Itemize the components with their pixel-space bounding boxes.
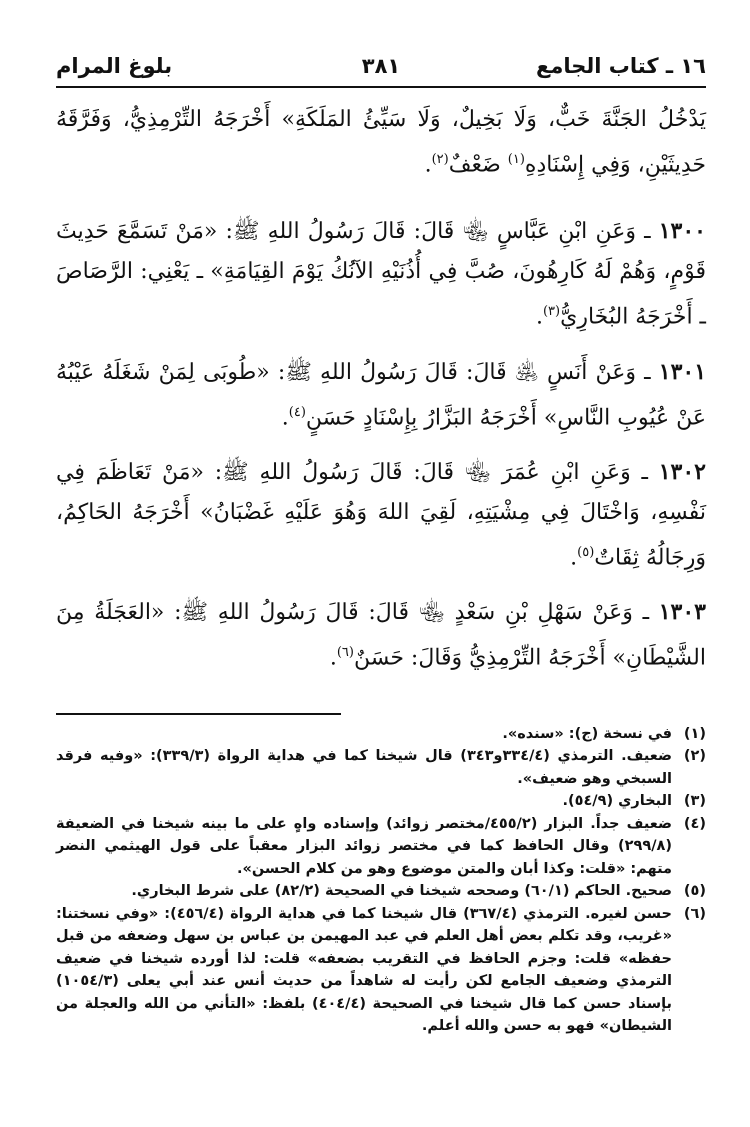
hadith-1301: ١٣٠١ ـ وَعَنْ أَنَسٍ ﵁ قَالَ: قَالَ رَسُولُ اللهِ ﷺ: «طُوبَى لِمَنْ شَغَلَهُ عَيْبُهُ عَنْ عُيُوبِ النَّاسِ» أَخْرَجَهُ البَزَّارُ بِإِسْنَادٍ حَسَنٍ$^{(٤)}$. [56,358,707,430]
footnote-ref[interactable]: (٦) [336,645,354,661]
hadith-number: ١٣٠٢ [658,458,706,485]
hadith-number: ١٣٠٠ [658,218,706,245]
book-page [56,52,706,1102]
hadith-text: ـ وَعَنِ ابْنِ عُمَرَ ﵄ قَالَ: قَالَ رَسُولُ اللهِ ﷺ: «مَنْ تَعَاظَمَ فِي نَفْسِهِ، وَاخْتَالَ فِي مِشْيَتِهِ، لَقِيَ اللهَ وَهُوَ عَلَيْهِ غَضْبَانُ» أَخْرَجَهُ الحَاكِمُ، وَرِجَالُهُ ثِقَاتٌ [56,459,706,571]
footnote-ref[interactable]: (٢) [431,152,449,167]
hadith-text: ـ وَعَنِ ابْنِ عَبَّاسٍ ﵄ قَالَ: قَالَ رَسُولُ اللهِ ﷺ: «مَنْ تَسَمَّعَ حَدِيثَ قَوْمٍ، وَهُمْ لَهُ كَارِهُونَ، صُبَّ فِي أُذُنَيْهِ الآنُكُ يَوْمَ القِيَامَةِ» ـ يَعْنِي: الرَّصَاصَ ـ أَخْرَجَهُ البُخَارِيُّ [56,219,706,330]
book-title: بلوغ المرام [56,54,173,78]
footnote-item [56,813,706,881]
footnote-text: البخاري (٥٤/٩). [562,793,672,810]
footnote-item [56,790,706,813]
paragraph-text: يَدْخُلُ الجَنَّةَ خَبٌّ، وَلَا بَخِيلٌ، وَلَا سَيِّئُ المَلَكَةِ» أَخْرَجَهُ التِّرْمِذِيُّ، وَفَرَّقَهُ حَدِيثَيْنِ، وَفِي إِسْنَادِهِ [56,107,706,178]
hadith-1303: ١٣٠٣ ـ وَعَنْ سَهْلِ بْنِ سَعْدٍ ﵄ قَالَ: قَالَ رَسُولُ اللهِ ﷺ: «العَجَلَةُ مِنَ الشَّيْطَانِ» أَخْرَجَهُ التِّرْمِذِيُّ وَقَالَ: حَسَنٌ$^{(٦)}$. [56,599,706,671]
page-number: ٣٨١ [361,54,401,78]
hadith-number: ١٣٠١ [658,358,707,385]
footnote-text: في نسخة (ج): «سنده». [502,725,672,742]
footnotes [56,723,706,1038]
footnote-text: ضعيف. الترمذي (٣٣٤/٤و٣٤٣) قال شيخنا كما في هداية الرواة (٣٣٩/٣): «وفيه فرقد السبخي وهو ضعيف». [56,748,672,787]
footnote-number: (٢) [683,748,706,765]
footnote-text: صحيح. الحاكم (٦٠/١) وصححه شيخنا في الصحيحة (٨٢/٢) على شرط البخاري. [131,883,672,900]
footnote-item [56,880,706,903]
hadith-text: ـ وَعَنْ سَهْلِ بْنِ سَعْدٍ ﵄ قَالَ: قَالَ رَسُولُ اللهِ ﷺ: «العَجَلَةُ مِنَ الشَّيْطَانِ» أَخْرَجَهُ التِّرْمِذِيُّ وَقَالَ: حَسَنٌ [56,600,706,671]
footnote-number: (٦) [683,905,706,922]
footnote-number: (١) [683,725,706,742]
main-text [56,100,706,679]
continuation-paragraph: يَدْخُلُ الجَنَّةَ خَبٌّ، وَلَا بَخِيلٌ، وَلَا سَيِّئُ المَلَكَةِ» أَخْرَجَهُ التِّرْمِذِيُّ، وَفَرَّقَهُ حَدِيثَيْنِ، وَفِي إِسْنَادِهِ$^{(١)}$ ضَعْفٌ$^{(٢)}$. [56,107,706,178]
footnote-divider [56,713,341,715]
footnote-item [56,723,706,746]
footnote-ref[interactable]: (٤) [288,404,306,420]
footnote-item [56,903,706,1038]
hadith-1302: ١٣٠٢ ـ وَعَنِ ابْنِ عُمَرَ ﵄ قَالَ: قَالَ رَسُولُ اللهِ ﷺ: «مَنْ تَعَاظَمَ فِي نَفْسِهِ، وَاخْتَالَ فِي مِشْيَتِهِ، لَقِيَ اللهَ وَهُوَ عَلَيْهِ غَضْبَانُ» أَخْرَجَهُ الحَاكِمُ، وَرِجَالُهُ ثِقَاتٌ$^{(٥)}$. [56,458,706,571]
chapter-title: ١٦ ـ كتاب الجامع [536,54,706,78]
hadith-number: ١٣٠٣ [658,599,706,626]
footnote-number: (٣) [683,793,706,810]
footnote-number: (٥) [683,883,706,900]
footnote-text: حسن لغيره. الترمذي (٣٦٧/٤) قال شيخنا كما في هداية الرواة (٤٥٦/٤): «وفي نسختنا: «غريب، وقد تكلم بعض أهل العلم في عبد المهيمن بن عباس بن سهل وضعفه من قبل حفظه» قلت: وجزم الحافظ في التقريب بضعفه» قلت: لذا أورده شيخنا في ضعيف الترمذي وضعيف الجامع لكن رأيت له شاهداً من حديث أنس عند أبي يعلى (١٠٥٤/٣) بإسناد حسن كما قال شيخنا في الصحيحة (٤٠٤/٤) بلفظ: «التأني من الله والعجلة من الشيطان» فهو به حسن والله أعلم. [56,905,673,1035]
footnote-item [56,745,706,790]
footnote-ref[interactable]: (٥) [577,544,595,560]
hadith-text: ـ وَعَنْ أَنَسٍ ﵁ قَالَ: قَالَ رَسُولُ اللهِ ﷺ: «طُوبَى لِمَنْ شَغَلَهُ عَيْبُهُ عَنْ عُيُوبِ النَّاسِ» أَخْرَجَهُ البَزَّارُ بِإِسْنَادٍ حَسَنٍ [56,359,706,430]
paragraph-text: ضَعْفٌ [448,152,508,178]
footnote-ref[interactable]: (١) [507,152,525,167]
footnote-number: (٤) [683,815,706,832]
hadith-1300: ١٣٠٠ ـ وَعَنِ ابْنِ عَبَّاسٍ ﵄ قَالَ: قَالَ رَسُولُ اللهِ ﷺ: «مَنْ تَسَمَّعَ حَدِيثَ قَوْمٍ، وَهُمْ لَهُ كَارِهُونَ، صُبَّ فِي أُذُنَيْهِ الآنُكُ يَوْمَ القِيَامَةِ» ـ يَعْنِي: الرَّصَاصَ ـ أَخْرَجَهُ البُخَارِيُّ$^{(٣)}$. [56,218,706,330]
footnote-ref[interactable]: (٣) [542,304,561,320]
footnote-text: ضعيف جداً. البزار (٤٥٥/٢/مختصر زوائد) وإسناده واهٍ على ما بينه شيخنا في الضعيفة (٢٩٩/٨) وقال الحافظ كما في مختصر زوائد البزار معقباً على قول الهيثمي النضر متهم: «قلت: وكذا أبان والمتن موضوع وهو من كلام الحسن». [56,815,672,877]
running-header [56,52,706,88]
